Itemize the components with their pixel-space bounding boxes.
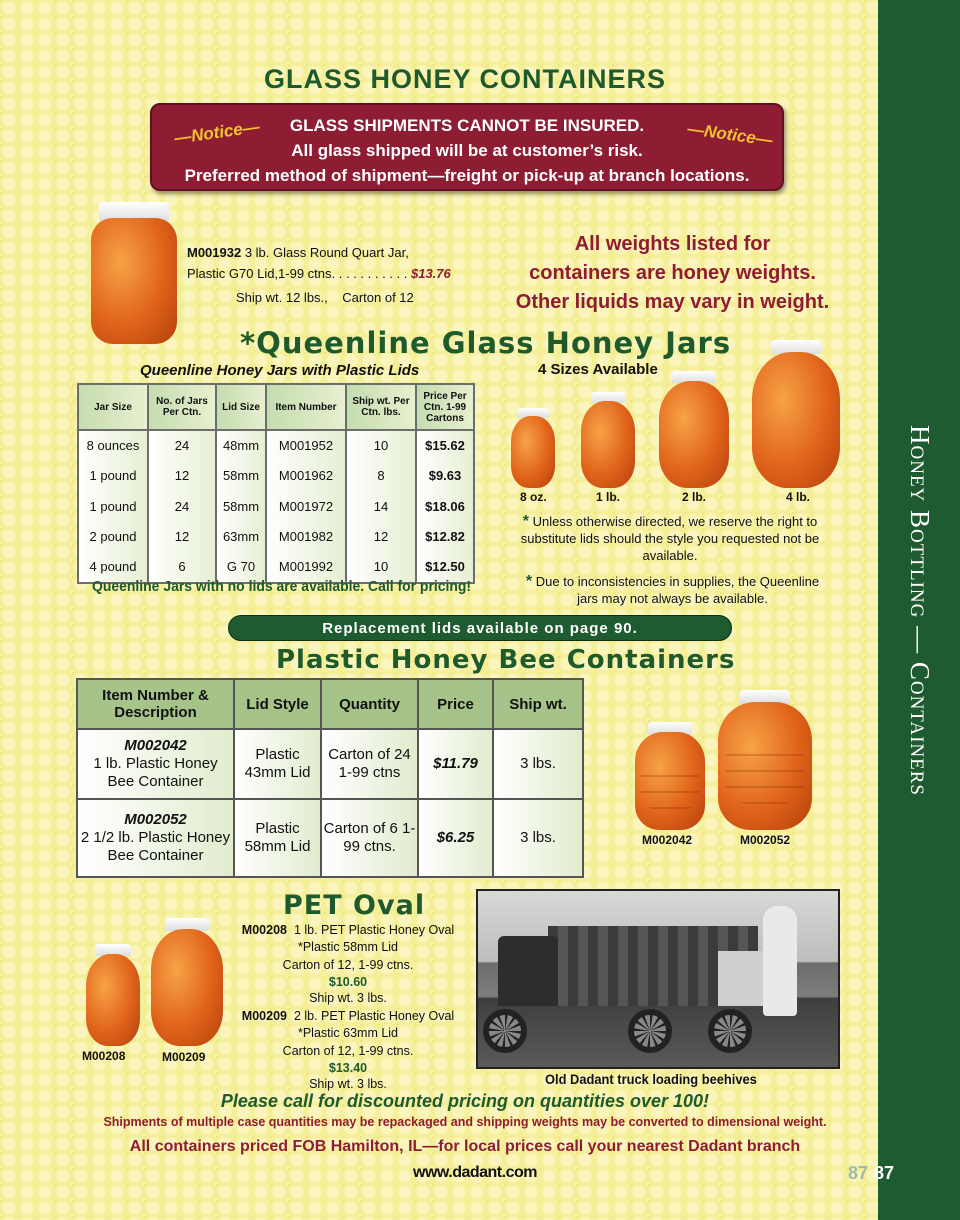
table-row — [78, 461, 474, 492]
header-item-number: Item Number — [266, 384, 346, 430]
weights-note — [500, 230, 845, 317]
quart-jar-ship: Ship wt. 12 lbs., Carton of 12 — [236, 290, 414, 305]
lid-size-cell: G 70 — [216, 552, 266, 583]
header-jar-size: Jar Size — [78, 384, 148, 430]
no-lids-note: Queenline Jars with no lids are available. Call for pricing! — [92, 578, 472, 595]
jars-per-ctn-cell: 6 — [148, 552, 216, 583]
lid-style-cell: Plastic 58mm Lid — [234, 799, 321, 877]
substitute-note — [520, 513, 820, 564]
notice-box — [150, 103, 784, 191]
ship-wt-cell: 3 lbs. — [493, 729, 583, 799]
lid-size-cell: 58mm — [216, 461, 266, 492]
inconsistency-note-text: Due to inconsistencies in supplies, the Queenline jars may not always be available. — [535, 574, 820, 606]
jar-label-4lb: 4 lb. — [786, 490, 811, 504]
quart-jar-description — [187, 242, 451, 284]
jar-label-m00209: M00209 — [162, 1050, 206, 1064]
quart-jar-desc-1: 3 lb. Glass Round Quart Jar, — [241, 245, 409, 260]
jar-label-8oz: 8 oz. — [520, 490, 547, 504]
pet-oval-title: PET Oval — [283, 890, 426, 921]
jar-label-m002042: M002042 — [642, 833, 693, 847]
quart-jar-item: M001932 — [187, 245, 242, 260]
item-number-cell: M001952 — [266, 430, 346, 461]
item-price: $13.40 — [328, 1060, 368, 1075]
jar-label-2lb: 2 lb. — [682, 490, 707, 504]
item-description: 2 1/2 lb. Plastic Honey Bee Container — [80, 829, 231, 864]
item-lid: *Plastic 63mm Lid — [297, 1025, 399, 1040]
item-description: 1 lb. PET Plastic Honey Oval — [293, 923, 455, 937]
jars-per-ctn-cell: 24 — [148, 430, 216, 461]
jar-label-m00208: M00208 — [82, 1049, 126, 1063]
page-number-text: 87 — [874, 1163, 895, 1183]
item-number: M002042 — [124, 737, 187, 754]
item-description-cell — [77, 799, 234, 877]
price-cell: $18.06 — [416, 491, 474, 522]
jar-size-cell: 1 pound — [78, 461, 148, 492]
website-link[interactable]: www.dadant.com — [413, 1164, 537, 1181]
queenline-jar-1lb-image — [581, 392, 635, 488]
quart-jar-desc-2: Plastic G70 Lid,1-99 ctns. . . . . . . . . . . — [187, 266, 411, 281]
lid-size-cell: 48mm — [216, 430, 266, 461]
item-description: 1 lb. Plastic Honey Bee Container — [93, 755, 218, 790]
ship-wt-cell: 10 — [346, 430, 416, 461]
header-price: Price Per Ctn. 1-99 Cartons — [416, 384, 474, 430]
lid-size-cell: 58mm — [216, 491, 266, 522]
jar-label-1lb: 1 lb. — [596, 490, 621, 504]
header-item-description: Item Number & Description — [77, 679, 234, 729]
pet-oval-2lb-image — [151, 918, 223, 1046]
bee-table-header — [77, 679, 583, 729]
notice-line-1: GLASS SHIPMENTS CANNOT BE INSURED. — [289, 116, 645, 135]
item-lid: *Plastic 58mm Lid — [297, 939, 399, 954]
jars-per-ctn-cell: 12 — [148, 461, 216, 492]
notice-line-2: All glass shipped will be at customer’s risk. — [291, 141, 643, 160]
jar-label-m002052: M002052 — [740, 833, 791, 847]
item-carton: Carton of 12, 1-99 ctns. — [282, 958, 414, 972]
item-ship: Ship wt. 3 lbs. — [309, 991, 387, 1005]
jar-size-cell: 2 pound — [78, 522, 148, 553]
asterisk: * — [522, 513, 529, 530]
weights-note-line-1: All weights listed for — [574, 233, 771, 255]
pet-oval-1lb-image — [86, 944, 140, 1046]
table-row — [77, 799, 583, 877]
quart-jar-price: $13.76 — [410, 266, 451, 281]
quantity-cell: Carton of 6 1-99 ctns. — [321, 799, 418, 877]
weights-note-line-3: Other liquids may vary in weight. — [515, 291, 830, 313]
price-cell: $11.79 — [418, 729, 493, 799]
item-number: M002052 — [124, 811, 187, 828]
queenline-jar-8oz-image — [511, 408, 555, 488]
item-description: 2 lb. PET Plastic Honey Oval — [293, 1009, 455, 1023]
pet-oval-item-2 — [228, 1008, 468, 1093]
section-title-vertical — [878, 0, 960, 1220]
item-number: M00208 — [241, 923, 287, 937]
shipping-note: Shipments of multiple case quantities may be repackaged and shipping weights may be converted to dimensional weight. — [103, 1115, 827, 1129]
page-title: GLASS HONEY CONTAINERS — [263, 64, 667, 94]
ship-wt-cell: 8 — [346, 461, 416, 492]
substitute-note-text: Unless otherwise directed, we reserve the right to substitute lids should the style you requested not be available. — [520, 514, 820, 563]
notice-tag-right: —Notice— — [686, 119, 774, 150]
queenline-table-header — [78, 384, 474, 430]
header-price: Price — [418, 679, 493, 729]
asterisk: * — [525, 573, 533, 590]
fob-note: All containers priced FOB Hamilton, IL—for local prices call your nearest Dadant branch — [129, 1138, 801, 1155]
bee-containers-title: Plastic Honey Bee Containers — [276, 645, 736, 675]
truck-photo — [476, 889, 840, 1069]
ship-wt-cell: 12 — [346, 522, 416, 553]
bee-containers-table — [76, 678, 584, 878]
queenline-table — [77, 383, 475, 584]
jar-size-cell: 4 pound — [78, 552, 148, 583]
weights-note-line-2: containers are honey weights. — [529, 262, 816, 284]
item-carton: Carton of 12, 1-99 ctns. — [282, 1044, 414, 1058]
queenline-jar-4lb-image — [752, 340, 840, 488]
notice-tag-left: —Notice— — [173, 117, 261, 148]
notice-line-3: Preferred method of shipment—freight or pick-up at branch locations. — [184, 166, 750, 185]
item-number-cell: M001962 — [266, 461, 346, 492]
jars-per-ctn-cell: 24 — [148, 491, 216, 522]
price-cell: $12.82 — [416, 522, 474, 553]
section-title-text: Honey Bottling — Containers — [904, 424, 935, 796]
page-number-ghost: 87 — [848, 1163, 869, 1183]
price-cell: $12.50 — [416, 552, 474, 583]
queenline-subtitle: Queenline Honey Jars with Plastic Lids — [140, 362, 420, 379]
bee-container-2-5lb-image — [718, 690, 812, 830]
header-lid-style: Lid Style — [234, 679, 321, 729]
jar-size-cell: 8 ounces — [78, 430, 148, 461]
quart-jar-image — [91, 202, 177, 344]
item-ship: Ship wt. 3 lbs. — [309, 1077, 387, 1091]
queenline-title: *Queenline Glass Honey Jars — [240, 326, 732, 360]
truck-caption: Old Dadant truck loading beehives — [545, 1071, 757, 1087]
header-lid-size: Lid Size — [216, 384, 266, 430]
header-quantity: Quantity — [321, 679, 418, 729]
item-number: M00209 — [241, 1009, 287, 1023]
table-row — [78, 491, 474, 522]
price-cell: $15.62 — [416, 430, 474, 461]
inconsistency-note — [520, 573, 825, 607]
sizes-available-label: 4 Sizes Available — [538, 361, 658, 378]
item-price: $10.60 — [328, 974, 368, 989]
ship-wt-cell: 14 — [346, 491, 416, 522]
ship-wt-cell: 10 — [346, 552, 416, 583]
bee-container-1lb-image — [635, 722, 705, 830]
jar-size-cell: 1 pound — [78, 491, 148, 522]
table-row — [77, 729, 583, 799]
item-number-cell: M001992 — [266, 552, 346, 583]
table-row — [78, 522, 474, 553]
header-ship-wt: Ship wt. — [493, 679, 583, 729]
pet-oval-item-1 — [228, 922, 468, 1007]
header-ship-wt: Ship wt. Per Ctn. lbs. — [346, 384, 416, 430]
item-number-cell: M001982 — [266, 522, 346, 553]
table-row — [78, 430, 474, 461]
queenline-jar-2lb-image — [659, 371, 729, 488]
discount-call-note: Please call for discounted pricing on quantities over 100! — [220, 1091, 710, 1111]
lid-size-cell: 63mm — [216, 522, 266, 553]
price-cell: $9.63 — [416, 461, 474, 492]
quantity-cell: Carton of 24 1-99 ctns — [321, 729, 418, 799]
lid-style-cell: Plastic 43mm Lid — [234, 729, 321, 799]
item-number-cell: M001972 — [266, 491, 346, 522]
jars-per-ctn-cell: 12 — [148, 522, 216, 553]
header-jars-per-ctn: No. of Jars Per Ctn. — [148, 384, 216, 430]
replacement-lids-banner: Replacement lids available on page 90. — [228, 615, 732, 641]
item-description-cell — [77, 729, 234, 799]
price-cell: $6.25 — [418, 799, 493, 877]
ship-wt-cell: 3 lbs. — [493, 799, 583, 877]
